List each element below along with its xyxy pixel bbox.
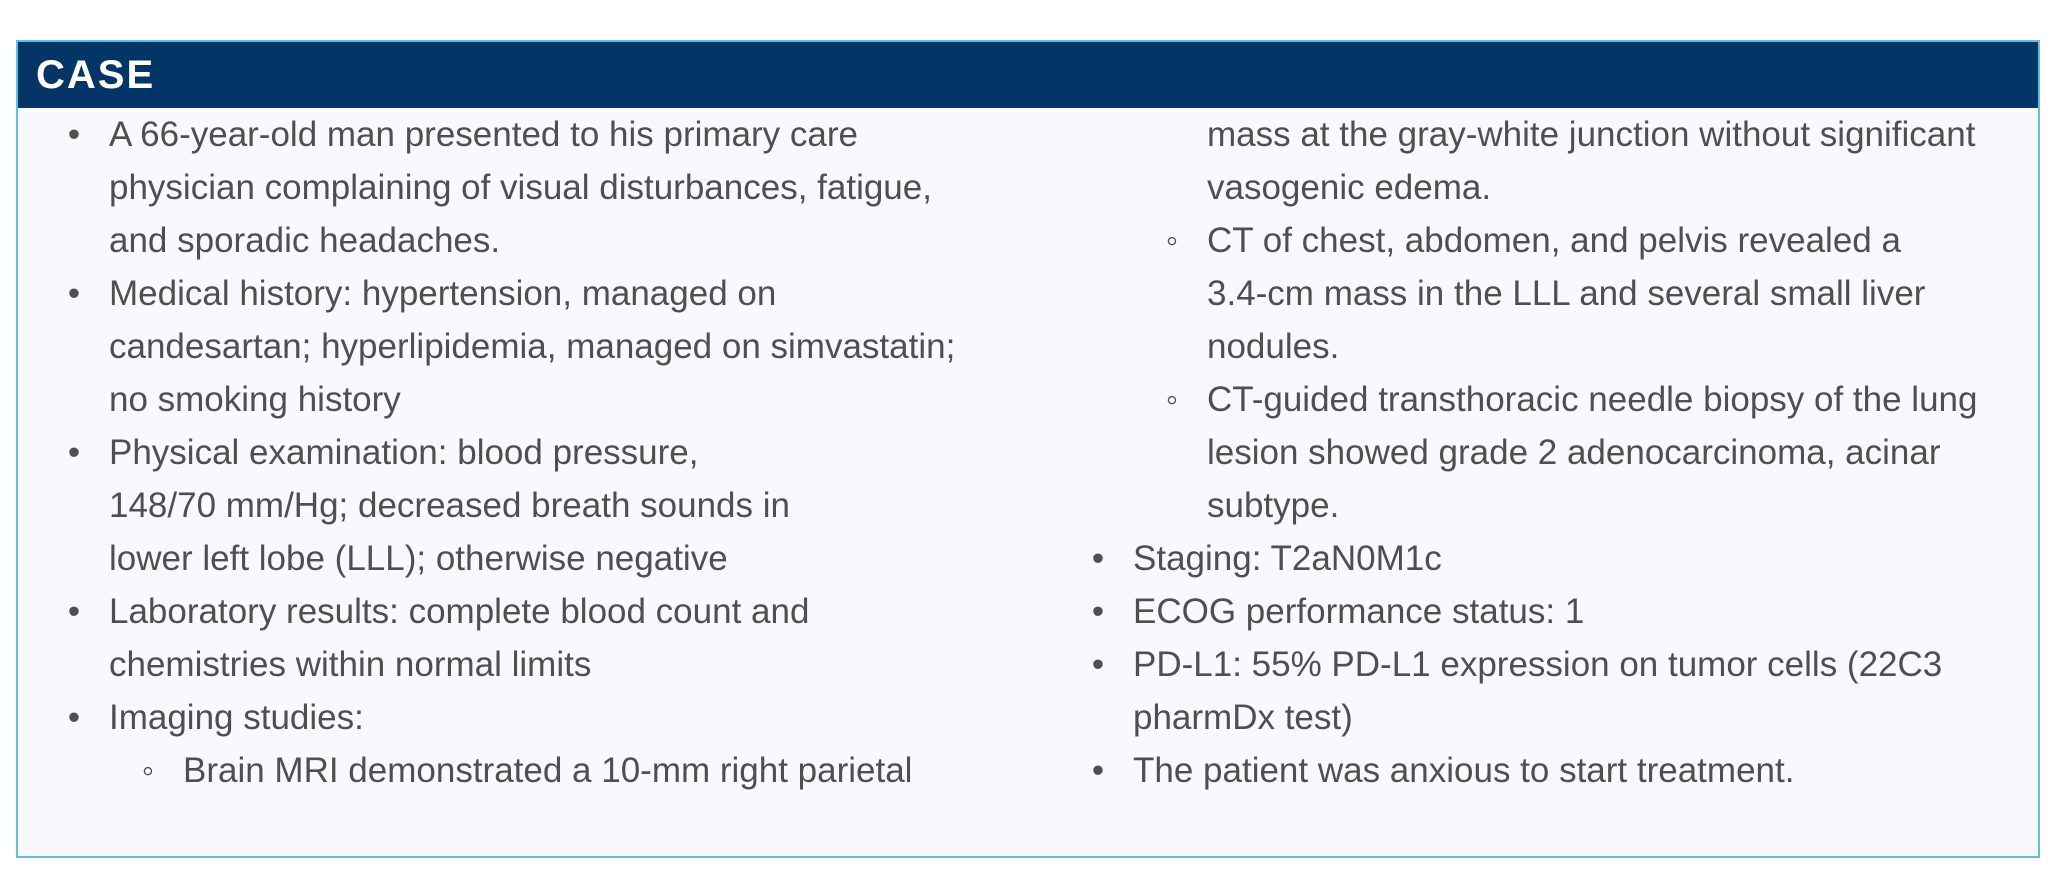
list-item-text: The patient was anxious to start treatment. (1133, 751, 1795, 790)
bullet-icon: • (67, 115, 81, 154)
bullet-list (1080, 532, 2040, 797)
bullet-icon: • (67, 274, 81, 313)
sub-list-item-text: Brain MRI demonstrated a 10-mm right parietal (183, 751, 913, 790)
list-item-text: Imaging studies: (109, 698, 364, 737)
bullet-icon: • (67, 698, 81, 737)
case-panel (16, 40, 2040, 858)
list-item-text: A 66-year-old man presented to his primary care physician complaining of visual disturbances, fatigue, and sporadic headaches. (109, 115, 932, 260)
bullet-icon: • (1091, 751, 1105, 790)
sub-list-item-text: CT-guided transthoracic needle biopsy of the lung lesion showed grade 2 adenocarcinoma, acinar subtype. (1207, 380, 1978, 525)
continued-sub-item-text: mass at the gray-white junction without significant vasogenic edema. (1207, 115, 1976, 207)
list-item-text: Laboratory results: complete blood count and chemistries within normal limits (109, 592, 810, 684)
list-item (56, 108, 1016, 267)
sub-bullet-list (56, 744, 1016, 797)
list-item-text: Staging: T2aN0M1c (1133, 539, 1442, 578)
bullet-icon: • (67, 433, 81, 472)
sub-bullet-list (1080, 214, 2040, 532)
bullet-list (56, 108, 1016, 797)
sub-bullet-icon: ◦ (1165, 380, 1179, 419)
case-header-bar (18, 42, 2038, 108)
right-column (1080, 108, 2040, 797)
list-item (56, 426, 1016, 585)
list-item (1080, 585, 2040, 638)
left-column (56, 108, 1016, 797)
sub-list-item-text: CT of chest, abdomen, and pelvis revealed a 3.4-cm mass in the LLL and several small liver nodules. (1207, 221, 1926, 366)
list-item-text: PD-L1: 55% PD-L1 expression on tumor cells (22C3 pharmDx test) (1133, 645, 1943, 737)
bullet-icon: • (1091, 539, 1105, 578)
list-item-text: ECOG performance status: 1 (1133, 592, 1585, 631)
sub-list-item (1154, 373, 2040, 532)
bullet-icon: • (67, 592, 81, 631)
list-item (56, 585, 1016, 691)
sub-bullet-icon: ◦ (1165, 221, 1179, 260)
sub-bullet-icon: ◦ (141, 751, 155, 790)
list-item-text: Medical history: hypertension, managed on candesartan; hyperlipidemia, managed on simvastatin; no smoking history (109, 274, 956, 419)
list-item (1080, 638, 2040, 744)
case-title: CASE (36, 53, 156, 97)
list-item (56, 267, 1016, 426)
list-item (1080, 532, 2040, 585)
bullet-icon: • (1091, 645, 1105, 684)
list-item (56, 691, 1016, 797)
sub-list-item (1154, 214, 2040, 373)
list-item-text: Physical examination: blood pressure, 148/70 mm/Hg; decreased breath sounds in lower left lobe (LLL); otherwise negative (109, 433, 790, 578)
sub-list-item (130, 744, 1016, 797)
bullet-icon: • (1091, 592, 1105, 631)
list-item (1080, 744, 2040, 797)
